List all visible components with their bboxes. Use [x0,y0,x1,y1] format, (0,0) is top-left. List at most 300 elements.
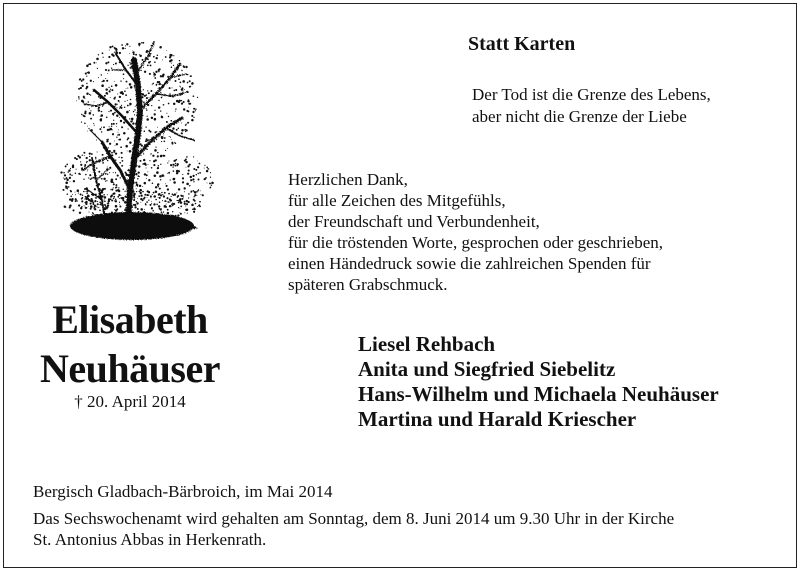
tree-speckle [130,99,132,101]
tree-speckle [97,151,98,152]
tree-speckle [117,196,119,198]
tree-speckle [99,202,100,203]
tree-speckle [70,168,71,169]
tree-speckle [106,140,108,142]
tree-speckle [89,94,90,95]
tree-speckle [122,160,124,162]
mass-line: Das Sechswochenamt wird gehalten am Sonntag, dem 8. Juni 2014 um 9.30 Uhr in der Kirche [33,509,675,528]
tree-speckle [107,61,109,63]
tree-speckle [105,62,107,64]
tree-speckle [115,205,118,208]
tree-speckle [157,183,159,185]
tree-speckle [119,204,120,205]
tree-speckle [195,169,197,171]
tree-speckle [85,111,87,113]
tree-speckle [187,201,189,203]
tree-speckle [107,73,108,74]
tree-speckle [69,173,71,175]
tree-speckle [93,123,94,124]
tree-speckle [74,157,76,159]
tree-speckle [167,209,169,211]
tree-speckle [183,108,185,110]
tree-speckle [148,164,149,165]
tree-speckle [65,165,67,167]
tree-speckle [175,108,176,109]
quote-line: Der Tod ist die Grenze des Lebens, [472,85,711,104]
tree-speckle [140,195,142,197]
tree-speckle [177,200,178,201]
tree-speckle [102,57,103,58]
tree-speckle [111,189,113,191]
tree-speckle [170,179,171,180]
tree-speckle [138,43,141,46]
tree-speckle [63,172,65,174]
tree-speckle [160,194,162,196]
tree-speckle [195,203,197,205]
tree-speckle [158,106,160,108]
tree-speckle [162,194,163,195]
tree-speckle [113,192,115,194]
tree-speckle [111,200,113,202]
tree-speckle [174,142,175,143]
tree-speckle [103,178,105,180]
tree-speckle [154,61,156,63]
tree-speckle [143,67,144,68]
thanks-line: für die tröstenden Worte, gesprochen oder geschrieben, [288,233,664,252]
tree-speckle [171,206,172,207]
tree-speckle [158,71,159,72]
tree-speckle [98,108,99,109]
tree-speckle [183,65,185,67]
tree-speckle [80,164,82,166]
tree-speckle [184,203,186,205]
tree-speckle [129,118,130,119]
tree-speckle [197,206,198,207]
tree-speckle [156,131,157,132]
tree-speckle [129,53,130,54]
tree-speckle [115,103,117,105]
tree-speckle [139,55,141,57]
tree-speckle [180,208,181,209]
tree-speckle [199,172,201,174]
tree-speckle [157,152,158,153]
tree-speckle [177,74,178,75]
tree-speckle [120,92,123,95]
tree-speckle [153,160,155,162]
tree-speckle [139,185,141,187]
tree-speckle [121,126,123,128]
tree-speckle [169,202,170,203]
tree-speckle [96,140,97,141]
tree-speckle [78,98,79,99]
tree-speckle [143,101,145,103]
tree-speckle [142,186,143,187]
tree-speckle [166,50,167,51]
tree-illustration-icon [30,30,230,248]
tree-speckle [115,62,117,64]
tree-speckle [193,211,195,213]
tree-speckle [136,201,138,203]
tree-speckle [156,57,158,59]
tree-speckle [138,171,140,173]
tree-speckle [105,180,106,181]
tree-speckle [88,101,90,103]
tree-speckle [107,202,109,204]
tree-speckle [118,132,119,133]
tree-speckle [118,129,119,130]
tree-speckle [190,185,191,186]
tree-speckle [176,200,177,201]
tree-speckle [63,177,64,178]
tree-speckle [181,103,183,105]
tree-speckle [196,191,198,193]
thanks-line: späteren Grabschmuck. [288,275,448,294]
tree-speckle [75,192,76,193]
tree-speckle [105,78,106,79]
tree-speckle [112,129,113,130]
obituary-card [3,3,797,568]
tree-speckle [187,110,189,112]
tree-speckle [180,82,182,84]
tree-speckle [192,111,194,113]
tree-speckle [159,198,160,199]
tree-speckle [183,101,185,103]
tree-speckle [168,103,170,105]
tree-speckle [64,205,66,207]
tree-speckle [163,155,165,157]
tree-speckle [129,46,130,47]
tree-speckle [179,199,182,202]
tree-speckle [166,197,168,199]
tree-speckle [81,80,83,82]
tree-speckle [113,196,115,198]
tree-speckle [72,194,73,195]
tree-speckle [193,108,195,110]
tree-speckle [147,171,148,172]
tree-speckle [128,128,129,129]
tree-speckle [152,194,153,195]
tree-speckle [151,117,153,119]
tree-speckle [190,86,191,87]
tree-speckle [157,155,159,157]
tree-speckle [114,209,115,210]
tree-speckle [113,120,114,121]
tree-speckle [173,65,174,66]
tree-speckle [93,81,94,82]
tree-speckle [198,179,200,181]
tree-speckle [168,116,169,117]
tree-speckle [82,197,84,199]
tree-speckle [86,65,89,68]
tree-speckle [194,200,196,202]
tree-speckle [94,101,95,102]
tree-speckle [172,87,173,88]
tree-speckle [144,209,145,210]
tree-speckle [174,193,176,195]
tree-speckle [85,196,87,198]
tree-speckle [161,141,162,142]
tree-speckle [146,167,147,168]
tree-speckle [157,54,159,56]
tree-speckle [79,88,80,89]
tree-speckle [138,175,140,177]
tree-speckle [90,203,92,205]
tree-speckle [81,85,83,87]
tree-speckle [178,202,180,204]
tree-speckle [102,105,103,106]
tree-speckle [189,164,191,166]
tree-speckle [66,164,68,166]
tree-speckle [144,211,145,212]
tree-speckle [90,208,92,210]
tree-speckle [151,203,152,204]
tree-speckle [85,73,87,75]
tree-speckle [104,201,106,203]
tree-speckle [101,189,103,191]
tree-speckle [177,214,179,216]
tree-speckle [179,86,180,87]
tree-speckle [67,193,69,195]
tree-speckle [204,168,205,169]
tree-speckle [124,191,125,192]
tree-speckle [135,173,137,175]
tree-speckle [187,122,189,124]
tree-speckle [186,167,187,168]
mourners-list [358,332,719,432]
tree-speckle [83,152,85,154]
tree-speckle [123,73,125,75]
tree-speckle [105,92,107,94]
tree-speckle [90,198,92,200]
tree-speckle [115,198,117,200]
tree-speckle [187,82,189,84]
tree-speckle [182,177,184,179]
tree-speckle [133,53,135,55]
tree-speckle [169,54,172,57]
tree-speckle [108,198,110,200]
tree-speckle [94,200,96,202]
tree-speckle [107,139,109,141]
tree-speckle [127,88,128,89]
tree-speckle [77,155,79,157]
tree-speckle [95,157,96,158]
tree-speckle [124,107,126,109]
tree-speckle [164,205,166,207]
tree-speckle [60,171,62,173]
tree-speckle [140,160,142,162]
tree-speckle [186,208,189,211]
tree-speckle [193,157,194,158]
tree-speckle [132,149,133,150]
tree-speckle [166,185,168,187]
tree-speckle [125,45,126,46]
tree-speckle [153,164,155,166]
tree-speckle [113,64,114,65]
tree-speckle [69,177,71,179]
tree-speckle [92,213,94,215]
tree-speckle [178,170,180,172]
tree-speckle [194,207,195,208]
tree-speckle [190,192,191,193]
tree-speckle [118,139,119,140]
tree-speckle [150,90,152,92]
tree-speckle [117,104,118,105]
tree-speckle [64,174,66,176]
tree-speckle [161,208,162,209]
tree-speckle [158,206,159,207]
tree-speckle [139,189,142,192]
tree-speckle [181,129,184,132]
tree-speckle [152,210,154,212]
tree-speckle [178,188,180,190]
tree-speckle [99,204,101,206]
tree-speckle [104,95,106,97]
tree-speckle [90,118,92,120]
tree-speckle [155,186,157,188]
tree-speckle [155,71,157,73]
tree-speckle [154,113,156,115]
tree-speckle [173,181,176,184]
tree-speckle [198,205,200,207]
tree-speckle [89,174,91,176]
tree-speckle [181,70,182,71]
tree-speckle [158,84,160,86]
tree-speckle [140,148,141,149]
tree-speckle [140,208,143,211]
tree-speckle [80,193,82,195]
tree-speckle [64,178,66,180]
tree-speckle [172,143,174,145]
tree-speckle [142,191,144,193]
tree-speckle [191,82,194,85]
tree-speckle [96,58,99,61]
tree-speckle [118,194,120,196]
tree-speckle [101,178,103,180]
tree-speckle [145,164,146,165]
tree-speckle [112,182,114,184]
tree-speckle [71,198,73,200]
tree-speckle [82,101,84,103]
tree-speckle [165,183,166,184]
tree-speckle [167,212,169,214]
tree-speckle [98,109,100,111]
tree-speckle [129,150,132,153]
tree-speckle [126,81,128,83]
tree-speckle [113,198,115,200]
tree-speckle [144,71,145,72]
tree-speckle [115,184,117,186]
tree-speckle [179,212,180,213]
tree-speckle [160,155,163,158]
tree-speckle [180,206,182,208]
tree-speckle [177,163,179,165]
tree-speckle [164,137,166,139]
tree-speckle [147,90,148,91]
tree-speckle [159,175,162,178]
tree-speckle [101,84,104,87]
tree-speckle [169,205,171,207]
tree-speckle [88,128,89,129]
tree-speckle [118,134,120,136]
tree-speckle [133,193,136,196]
tree-speckle [184,89,185,90]
mourner-name: Hans-Wilhelm und Michaela Neuhäuser [358,382,719,406]
tree-speckle [111,179,114,182]
tree-speckle [104,199,105,200]
tree-speckle [171,59,173,61]
tree-speckle [113,183,115,185]
tree-speckle [178,128,180,130]
tree-speckle [111,195,113,197]
tree-speckle [169,56,171,58]
tree-speckle [104,188,106,190]
tree-speckle [161,211,163,213]
tree-speckle [122,199,124,201]
thanks-line: für alle Zeichen des Mitgefühls, [288,191,506,210]
tree-speckle [105,173,107,175]
tree-speckle [125,94,127,96]
tree-speckle [76,100,77,101]
tree-speckle [175,142,177,144]
tree-speckle [101,74,102,75]
tree-speckle [89,152,91,154]
tree-speckle [115,145,116,146]
tree-speckle [163,134,164,135]
tree-speckle [85,174,86,175]
tree-speckle [175,89,177,91]
tree-speckle [134,197,135,198]
mourner-name: Martina und Harald Kriescher [358,407,637,431]
tree-speckle [92,114,94,116]
tree-speckle [134,114,135,115]
tree-speckle [66,179,68,181]
tree-speckle [100,116,101,117]
tree-speckle [121,165,123,167]
tree-speckle [188,107,189,108]
tree-speckle [193,208,195,210]
tree-speckle [130,86,133,89]
tree-speckle [95,158,96,159]
tree-speckle [113,133,114,134]
tree-speckle [87,195,90,198]
tree-speckle [134,109,135,110]
deceased-first-name: Elisabeth [52,297,208,342]
tree-speckle [167,148,168,149]
tree-speckle [142,42,144,44]
tree-speckle [152,155,154,157]
tree-speckle [133,204,135,206]
tree-speckle [105,88,107,90]
tree-speckle [91,153,93,155]
mass-line: St. Antonius Abbas in Herkenrath. [33,530,267,549]
tree-speckle [98,207,99,208]
tree-speckle [90,205,93,208]
tree-speckle [73,180,75,182]
tree-speckle [131,118,134,121]
tree-speckle [149,160,150,161]
tree-speckle [125,48,126,49]
tree-speckle [85,206,86,207]
tree-speckle [86,86,88,88]
tree-speckle [99,128,101,130]
tree-speckle [149,61,151,63]
tree-speckle [68,186,70,188]
tree-speckle [172,166,173,167]
tree-speckle [136,191,137,192]
tree-speckle [106,180,107,181]
tree-speckle [207,182,208,183]
tree-speckle [187,165,189,167]
